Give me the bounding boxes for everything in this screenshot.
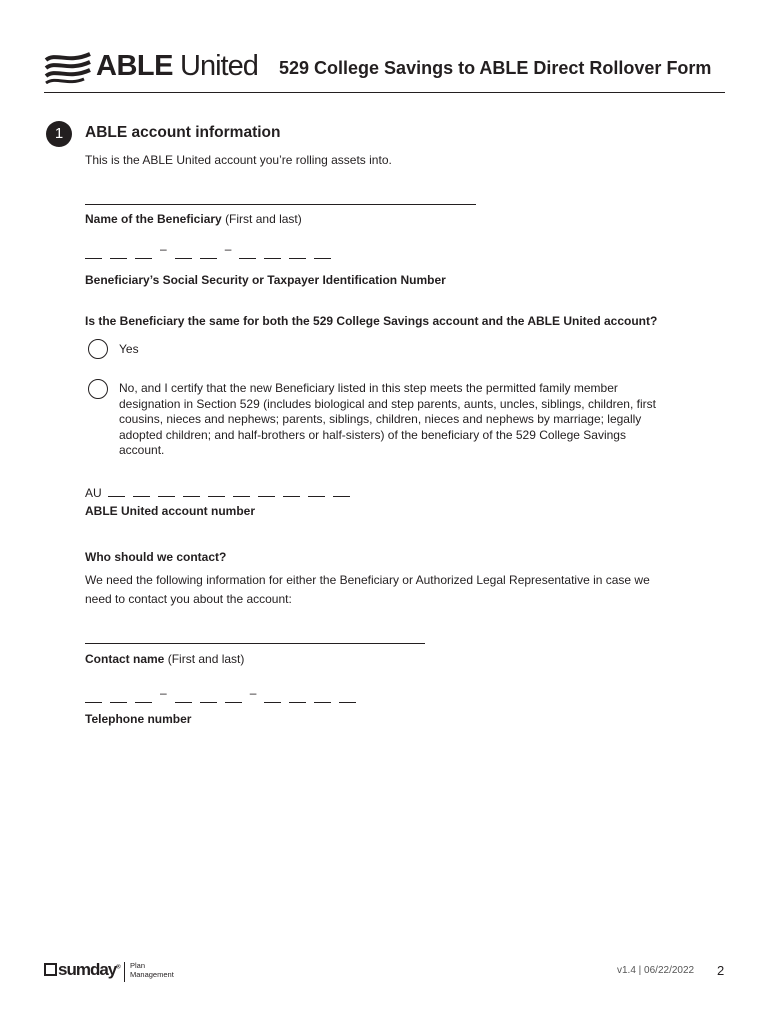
same-beneficiary-question: Is the Beneficiary the same for both the 529 College Savings account and the ABLE United account? <box>85 314 658 328</box>
option-yes-label: Yes <box>119 342 139 356</box>
contact-description: We need the following information for either the Beneficiary or Authorized Legal Representative in case we need to contact you about the account: <box>85 573 650 606</box>
ssn-label: Beneficiary’s Social Security or Taxpayer Identification Number <box>85 273 446 287</box>
digit-blank[interactable] <box>175 701 192 703</box>
account-number-label: ABLE United account number <box>85 504 256 518</box>
digit-blank[interactable] <box>258 495 275 497</box>
contact-name-label <box>85 652 244 666</box>
beneficiary-name-label <box>85 212 302 226</box>
digit-blank[interactable] <box>108 495 125 497</box>
digit-blank[interactable] <box>289 257 306 259</box>
account-prefix: AU <box>85 486 102 500</box>
footer-logo-divider <box>124 962 125 982</box>
digit-blank[interactable] <box>133 495 150 497</box>
digit-blank[interactable] <box>314 701 331 703</box>
separator: – <box>224 242 232 256</box>
digit-blank[interactable] <box>158 495 175 497</box>
version-date: v1.4 | 06/22/2022 <box>617 965 695 976</box>
sumday-logo <box>44 960 174 980</box>
telephone-field[interactable] <box>85 686 364 706</box>
digit-blank[interactable] <box>200 257 217 259</box>
plan-management-text <box>130 961 190 979</box>
section-description: This is the ABLE United account you’re rolling assets into. <box>85 153 392 167</box>
beneficiary-name-field[interactable] <box>85 204 476 205</box>
digit-blank[interactable] <box>289 701 306 703</box>
digit-blank[interactable] <box>85 701 102 703</box>
sumday-brand <box>44 960 120 979</box>
radio-yes[interactable] <box>88 339 108 359</box>
step-number-badge: 1 <box>46 121 72 147</box>
digit-blank[interactable] <box>85 257 102 259</box>
digit-blank[interactable] <box>225 701 242 703</box>
contact-name-field[interactable] <box>85 643 425 644</box>
section-title: ABLE account information <box>85 124 281 141</box>
digit-blank[interactable] <box>175 257 192 259</box>
digit-blank[interactable] <box>339 701 356 703</box>
form-title: 529 College Savings to ABLE Direct Rollover Form <box>279 58 712 78</box>
option-no-label: No, and I certify that the new Beneficiary listed in this step meets the permitted family member designation in Section 529 (includes biological and step parents, aunts, uncles, siblings, children, first cousins, nieces and nephews; parents, siblings, children, nieces and nephews by marriage; legally adopted children; and half-brothers or half-sisters) of the beneficiary of the 529 College Savings account. <box>119 381 656 457</box>
beneficiary-name-label-text: Name of the Beneficiary <box>85 212 222 226</box>
digit-blank[interactable] <box>110 701 127 703</box>
able-united-logo <box>44 48 256 88</box>
logo-united-text: United <box>180 50 258 82</box>
digit-blank[interactable] <box>110 257 127 259</box>
able-wave-icon <box>44 50 92 84</box>
registered-mark: ® <box>116 964 120 971</box>
sumday-brand-text: sumday <box>58 960 117 979</box>
contact-name-note: (First and last) <box>167 652 245 666</box>
digit-blank[interactable] <box>208 495 225 497</box>
sumday-square-icon <box>44 963 57 976</box>
contact-heading: Who should we contact? <box>85 550 227 564</box>
separator: – <box>160 686 167 700</box>
separator: – <box>249 686 257 700</box>
digit-blank[interactable] <box>308 495 325 497</box>
digit-blank[interactable] <box>183 495 200 497</box>
digit-blank[interactable] <box>264 257 281 259</box>
page-number: 2 <box>717 963 725 978</box>
logo-able-text: ABLE <box>96 50 173 82</box>
digit-blank[interactable] <box>239 257 256 259</box>
radio-no[interactable] <box>88 379 108 399</box>
digit-blank[interactable] <box>135 701 152 703</box>
digit-blank[interactable] <box>264 701 281 703</box>
digit-blank[interactable] <box>135 257 152 259</box>
digit-blank[interactable] <box>283 495 300 497</box>
contact-name-label-text: Contact name <box>85 652 165 666</box>
account-number-field[interactable] <box>85 486 358 500</box>
digit-blank[interactable] <box>333 495 350 497</box>
digit-blank[interactable] <box>233 495 250 497</box>
plan-text: Plan <box>130 961 146 970</box>
management-text: Management <box>130 970 174 979</box>
telephone-label: Telephone number <box>85 712 192 726</box>
ssn-field[interactable] <box>85 242 339 262</box>
separator: – <box>160 242 167 256</box>
beneficiary-name-note: (First and last) <box>225 212 302 226</box>
digit-blank[interactable] <box>314 257 331 259</box>
digit-blank[interactable] <box>200 701 217 703</box>
header-divider <box>44 92 725 93</box>
